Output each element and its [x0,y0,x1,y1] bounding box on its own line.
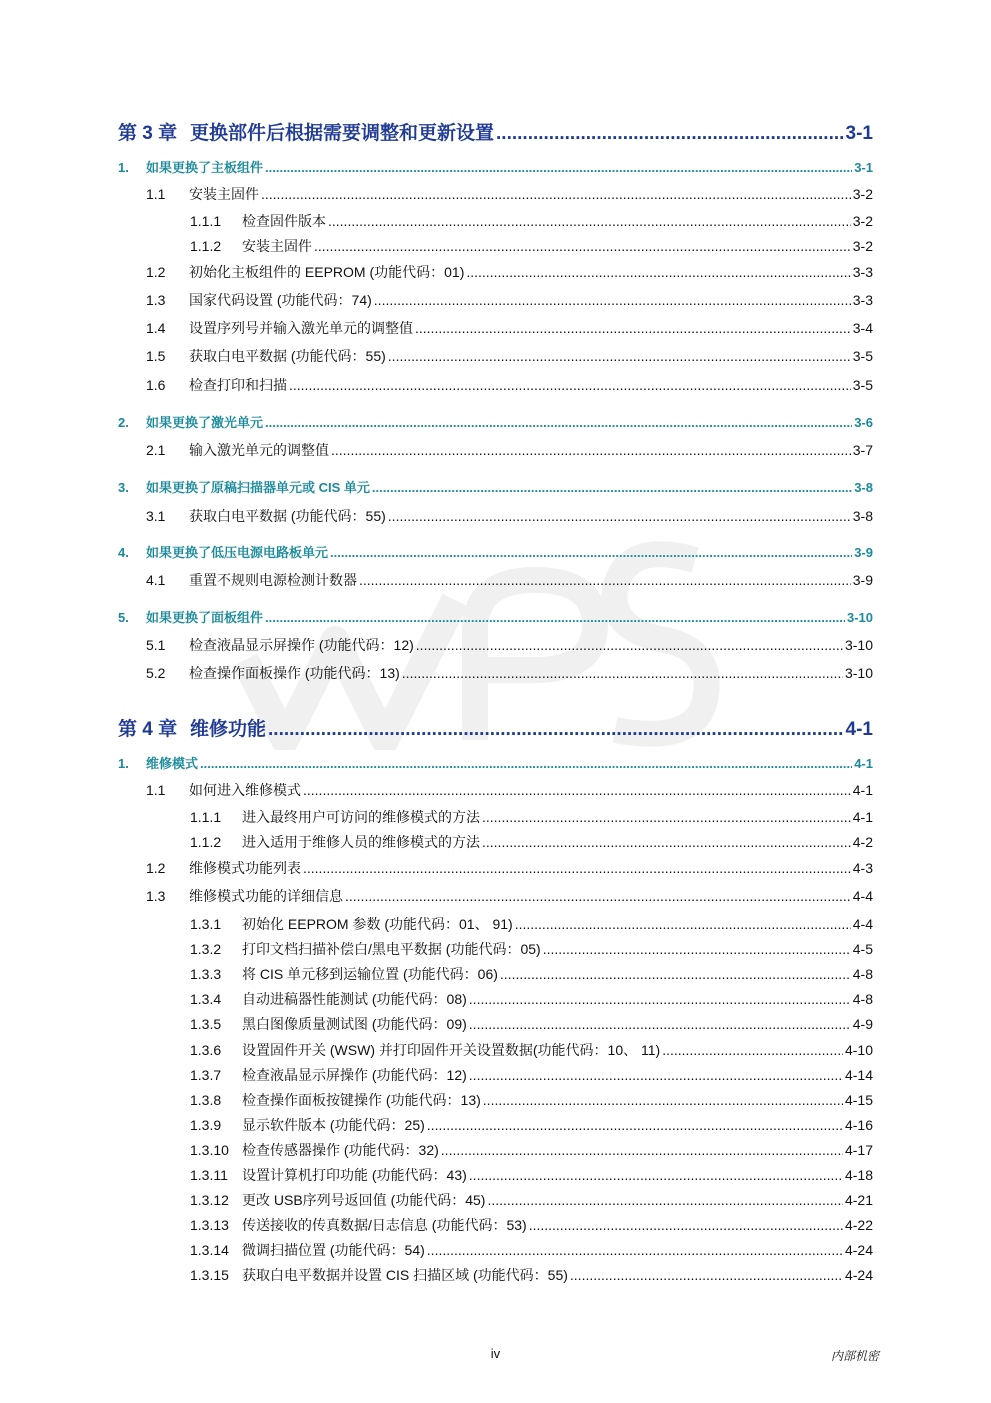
toc-num: 1.3.13 [190,1217,229,1233]
toc-leader [415,320,851,336]
toc-num: 1.2 [146,860,166,876]
toc-num: 3.1 [146,508,166,524]
toc-entry[interactable] [190,989,873,1009]
toc-leader [374,292,851,308]
toc-entry[interactable] [146,290,873,310]
toc-num: 1.1.2 [190,238,222,254]
toc-num: 1.3.8 [190,1092,222,1108]
toc-entry[interactable] [190,1215,873,1235]
toc-num: 4.1 [146,572,166,588]
toc-entry[interactable] [146,375,873,395]
toc-title: 安装主固件 [242,238,312,254]
toc-page: 4-4 [852,916,873,932]
toc-leader [427,1242,843,1258]
toc-num: 1.1 [146,782,166,798]
toc-page: 3-6 [854,415,873,430]
toc-page: 3-2 [852,186,873,202]
toc-entry[interactable] [146,858,873,878]
toc-leader [265,610,845,625]
toc-entry[interactable] [190,914,873,934]
toc-num: 1.3.11 [190,1167,228,1183]
toc-title: 维修功能 [190,719,267,740]
toc-leader [500,966,851,982]
toc-num: 1.3.15 [190,1267,229,1283]
toc-leader [402,665,843,681]
toc-page: 3-2 [852,213,873,229]
toc-leader [529,1217,843,1233]
toc-section[interactable] [118,542,873,561]
toc-section[interactable] [118,157,873,176]
toc-page: 4-3 [852,860,873,876]
toc-entry[interactable] [190,939,873,959]
toc-page: 3-3 [852,292,873,308]
toc-entry[interactable] [190,1065,873,1085]
toc-page: 3-1 [845,123,873,144]
toc-num: 第 4 章 [118,719,178,740]
toc-title: 打印文档扫描补偿白/黑电平数据 (功能代码：05) [242,941,541,957]
toc-title: 如果更换了低压电源电路板单元 [146,545,329,560]
toc-entry[interactable] [190,1165,873,1185]
toc-page: 4-15 [844,1092,873,1108]
toc-leader [469,1016,851,1032]
toc-title: 自动进稿器性能测试 (功能代码：08) [242,991,467,1007]
toc-leader [303,782,851,798]
toc-title: 如果更换了激光单元 [146,415,264,430]
toc-num: 1.1.1 [190,213,222,229]
toc-entry[interactable] [190,807,873,827]
toc-leader [662,1042,843,1058]
toc-num: 第 3 章 [118,123,178,144]
toc-page: 4-21 [844,1192,873,1208]
toc-section[interactable] [118,477,873,496]
toc-num: 1.3.6 [190,1042,222,1058]
toc-num: 5. [118,610,129,625]
toc-title: 微调扫描位置 (功能代码：54) [242,1242,425,1258]
toc-leader [261,186,851,202]
toc-entry[interactable] [146,663,873,683]
toc-page: 3-8 [852,508,873,524]
toc-chapter[interactable] [118,118,873,145]
toc-title: 初始化主板组件的 EEPROM (功能代码：01) [189,264,465,280]
toc-leader [483,1092,843,1108]
toc-num: 1.3.7 [190,1067,222,1083]
toc-title: 维修模式功能的详细信息 [189,888,343,904]
toc-page: 3-3 [852,264,873,280]
toc-num: 5.1 [146,637,166,653]
toc-title: 传送接收的传真数据/日志信息 (功能代码：53) [242,1217,527,1233]
toc-entry[interactable] [146,184,873,204]
toc-entry[interactable] [190,236,873,256]
toc-leader [487,1192,843,1208]
toc-entry[interactable] [190,964,873,984]
toc-page: 4-2 [852,834,873,850]
toc-leader [331,442,851,458]
toc-page: 3-10 [846,610,873,625]
toc-title: 检查液晶显示屏操作 (功能代码：12) [189,637,414,653]
toc-leader [200,756,852,771]
toc-title: 更改 USB序列号返回值 (功能代码：45) [242,1192,486,1208]
toc-title: 如何进入维修模式 [189,782,301,798]
toc-entry[interactable] [146,506,873,526]
toc-entry[interactable] [146,780,873,800]
toc-leader [268,719,844,741]
toc-entry[interactable] [146,346,873,366]
toc-page: 3-7 [852,442,873,458]
toc-entry[interactable] [190,1115,873,1135]
toc-num: 1.3.3 [190,966,222,982]
toc-num: 1.6 [146,377,166,393]
toc-page: 3-1 [854,160,873,175]
toc-title: 进入最终用户可访问的维修模式的方法 [242,809,480,825]
toc-title: 如果更换了面板组件 [146,610,264,625]
toc-chapter[interactable] [118,714,873,741]
toc-title: 国家代码设置 (功能代码：74) [189,292,372,308]
toc-section[interactable] [118,753,873,772]
toc-title: 设置序列号并输入激光单元的调整值 [189,320,413,336]
toc-leader [427,1117,843,1133]
toc-page: 4-1 [852,809,873,825]
toc-entry[interactable] [190,211,873,231]
toc-title: 检查操作面板操作 (功能代码：13) [189,665,400,681]
toc-num: 1.3 [146,292,166,308]
toc-title: 检查传感器操作 (功能代码：32) [242,1142,439,1158]
toc-title: 黑白图像质量测试图 (功能代码：09) [242,1016,467,1032]
toc-page: 4-18 [844,1167,873,1183]
toc-title: 获取白电平数据并设置 CIS 扫描区域 (功能代码：55) [242,1267,568,1283]
toc-entry[interactable] [190,1265,873,1285]
footer-page-number: iv [490,1346,501,1361]
toc-leader [314,238,851,254]
toc-entry[interactable] [146,886,873,906]
toc-leader [515,916,851,932]
toc-leader [359,572,851,588]
toc-leader [265,415,852,430]
toc-page: 4-1 [854,756,873,771]
toc-num: 1.1.1 [190,809,222,825]
toc-num: 1.3.10 [190,1142,229,1158]
toc-page: 3-5 [852,348,873,364]
toc-page: 3-5 [852,377,873,393]
toc-num: 1.3 [146,888,166,904]
toc-title: 将 CIS 单元移到运输位置 (功能代码：06) [242,966,498,982]
toc-page: 4-8 [852,991,873,1007]
toc-num: 4. [118,545,129,560]
toc-leader [482,834,851,850]
toc-leader [388,508,851,524]
toc-leader [388,348,851,364]
toc-leader [345,888,851,904]
toc-entry[interactable] [190,1140,873,1160]
toc-num: 1.3.5 [190,1016,222,1032]
toc-title: 获取白电平数据 (功能代码：55) [189,508,386,524]
toc-title: 重置不规则电源检测计数器 [189,572,357,588]
toc-entry[interactable] [146,440,873,460]
toc-page: 4-24 [844,1242,873,1258]
toc-num: 1.3.4 [190,991,222,1007]
toc-title: 检查操作面板按键操作 (功能代码：13) [242,1092,481,1108]
toc-leader [328,213,851,229]
toc-entry[interactable] [146,570,873,590]
toc-leader [441,1142,843,1158]
toc-num: 5.2 [146,665,166,681]
toc-page: 4-8 [852,966,873,982]
toc-num: 1. [118,160,129,175]
toc-num: 2. [118,415,129,430]
toc-num: 1.5 [146,348,166,364]
toc-leader [469,991,851,1007]
toc-title: 更换部件后根据需要调整和更新设置 [190,123,495,144]
toc-page: 3-10 [844,665,873,681]
toc-leader [265,160,852,175]
toc-leader [303,860,851,876]
toc-leader [469,1167,843,1183]
toc-entry[interactable] [190,1014,873,1034]
toc-section[interactable] [118,412,873,431]
toc-title: 检查固件版本 [242,213,326,229]
toc-num: 1.1 [146,186,166,202]
toc-leader [466,264,850,280]
toc-page: 4-10 [844,1042,873,1058]
toc-num: 1.3.12 [190,1192,229,1208]
toc-page: 4-4 [852,888,873,904]
toc-num: 1.3.1 [190,916,222,932]
toc-title: 维修模式 [146,756,199,771]
toc-num: 1.3.2 [190,941,222,957]
toc-title: 设置固件开关 (WSW) 并打印固件开关设置数据(功能代码：10、 11) [242,1042,661,1058]
toc-entry[interactable] [190,832,873,852]
toc-page: 4-5 [852,941,873,957]
toc-title: 如果更换了原稿扫描器单元或 CIS 单元 [146,480,370,495]
toc-title: 检查液晶显示屏操作 (功能代码：12) [242,1067,467,1083]
toc-title: 初始化 EEPROM 参数 (功能代码：01、 91) [242,916,513,932]
toc-num: 1.3.9 [190,1117,222,1133]
toc-title: 显示软件版本 (功能代码：25) [242,1117,425,1133]
toc-num: 1. [118,756,129,771]
toc-num: 3. [118,480,129,495]
toc-page: 3-2 [852,238,873,254]
toc-page: 4-22 [844,1217,873,1233]
toc-entry[interactable] [146,318,873,338]
toc-page: 3-10 [844,637,873,653]
toc-entry[interactable] [190,1090,873,1110]
toc-leader [416,637,843,653]
toc-num: 2.1 [146,442,166,458]
toc-page: 3-4 [852,320,873,336]
toc-page: 3-8 [854,480,873,495]
toc-leader [469,1067,843,1083]
toc-leader [330,545,852,560]
toc-title: 维修模式功能列表 [189,860,301,876]
toc-leader [482,809,851,825]
footer-confidential: 内部机密 [830,1349,879,1363]
toc-title: 输入激光单元的调整值 [189,442,329,458]
toc-entry[interactable] [190,1240,873,1260]
toc-section[interactable] [118,607,873,626]
toc-page: 4-24 [844,1267,873,1283]
toc-page: 4-14 [844,1067,873,1083]
toc-entry[interactable] [190,1190,873,1210]
toc-title: 获取白电平数据 (功能代码：55) [189,348,386,364]
toc-page: 4-16 [844,1117,873,1133]
toc-leader [496,123,844,145]
toc-num: 1.4 [146,320,166,336]
toc-title: 安装主固件 [189,186,259,202]
toc-page: 4-9 [852,1016,873,1032]
toc-entry[interactable] [146,635,873,655]
toc-page: 3-9 [852,572,873,588]
toc-leader [543,941,851,957]
toc-page: 3-9 [854,545,873,560]
toc-num: 1.3.14 [190,1242,229,1258]
toc-entry[interactable] [146,262,873,282]
toc-page: 4-1 [845,719,873,740]
toc-title: 设置计算机打印功能 (功能代码：43) [242,1167,467,1183]
toc-page: 4-17 [844,1142,873,1158]
toc-entry[interactable] [190,1040,873,1060]
toc-title: 进入适用于维修人员的维修模式的方法 [242,834,480,850]
toc-num: 1.2 [146,264,166,280]
toc-title: 如果更换了主板组件 [146,160,264,175]
toc-leader [372,480,852,495]
toc-leader [570,1267,843,1283]
toc-num: 1.1.2 [190,834,222,850]
toc-title: 检查打印和扫描 [189,377,287,393]
toc-leader [289,377,851,393]
toc-page: 4-1 [852,782,873,798]
